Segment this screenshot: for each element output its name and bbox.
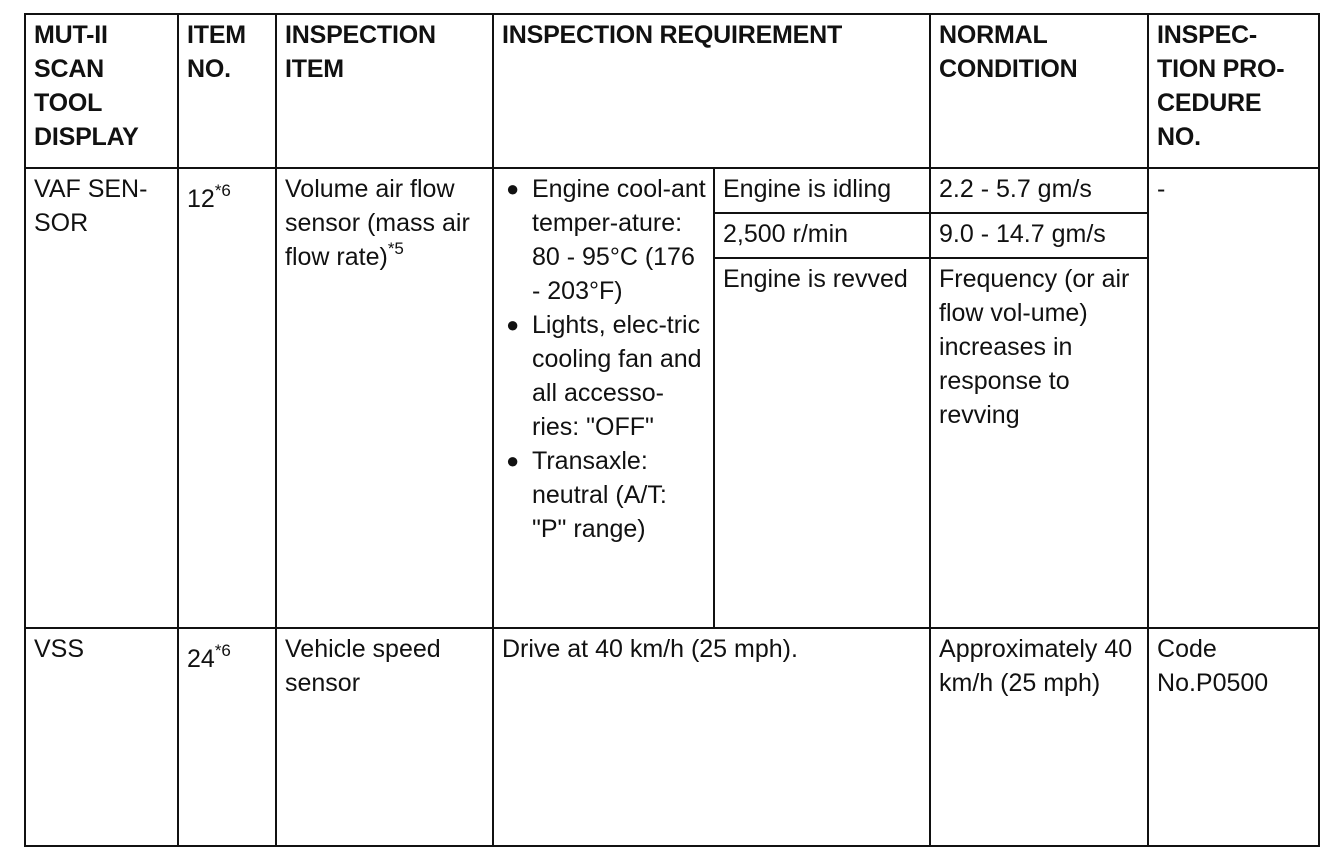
vaf-normal-2500: 9.0 - 14.7 gm/s	[930, 213, 1148, 258]
vaf-normal-idling: 2.2 - 5.7 gm/s	[930, 168, 1148, 213]
vaf-inspection-item-note: *5	[387, 238, 404, 258]
vaf-state-2500: 2,500 r/min	[714, 213, 930, 258]
vaf-normal-revved: Frequency (or air flow vol-ume) increases in response to revving	[930, 258, 1148, 628]
vss-display: VSS	[25, 628, 178, 846]
vss-item-no-note: *6	[214, 640, 231, 660]
vaf-requirements-list	[502, 172, 706, 546]
header-inspection-item: INSPECTION ITEM	[276, 14, 493, 168]
vaf-state-idling: Engine is idling	[714, 168, 930, 213]
list-item	[502, 308, 706, 444]
vaf-display: VAF SEN-SOR	[25, 168, 178, 628]
header-item-no: ITEM NO.	[178, 14, 276, 168]
header-row	[25, 14, 1319, 168]
header-procedure-no: INSPEC-TION PRO-CEDURE NO.	[1148, 14, 1319, 168]
vss-procedure-no: Code No.P0500	[1148, 628, 1319, 846]
vaf-state-revved: Engine is revved	[714, 258, 930, 628]
vaf-inspection-item: Volume air flow sensor (mass air flow rate)	[285, 175, 470, 271]
vaf-requirement-2: Lights, elec-tric cooling fan and all accesso-ries: "OFF"	[532, 311, 702, 441]
vaf-item-no-note: *6	[214, 180, 231, 200]
vss-item-no-cell	[178, 628, 276, 846]
vss-inspection-item: Vehicle speed sensor	[276, 628, 493, 846]
vaf-inspection-item-cell	[276, 168, 493, 628]
vaf-item-no: 12	[187, 185, 215, 213]
vss-normal: Approximately 40 km/h (25 mph)	[930, 628, 1148, 846]
table-row-vaf	[25, 168, 1319, 213]
header-inspection-requirement: INSPECTION REQUIREMENT	[493, 14, 930, 168]
bullet-icon: ●	[506, 448, 520, 473]
vaf-requirements-cell	[493, 168, 714, 628]
list-item	[502, 172, 706, 308]
vss-item-no: 24	[187, 645, 215, 673]
vaf-item-no-cell	[178, 168, 276, 628]
bullet-icon: ●	[506, 176, 520, 201]
vaf-procedure-no: -	[1148, 168, 1319, 628]
header-display: MUT-II SCAN TOOL DISPLAY	[25, 14, 178, 168]
header-normal-condition: NORMAL CONDITION	[930, 14, 1148, 168]
list-item	[502, 444, 706, 546]
vss-requirement: Drive at 40 km/h (25 mph).	[493, 628, 930, 846]
table-row-vss	[25, 628, 1319, 846]
vaf-requirement-3: Transaxle: neutral (A/T: "P" range)	[532, 447, 667, 543]
bullet-icon: ●	[506, 312, 520, 337]
vaf-requirement-1: Engine cool-ant temper-ature: 80 - 95°C (176 - 203°F)	[532, 175, 706, 305]
inspection-table	[24, 13, 1320, 847]
